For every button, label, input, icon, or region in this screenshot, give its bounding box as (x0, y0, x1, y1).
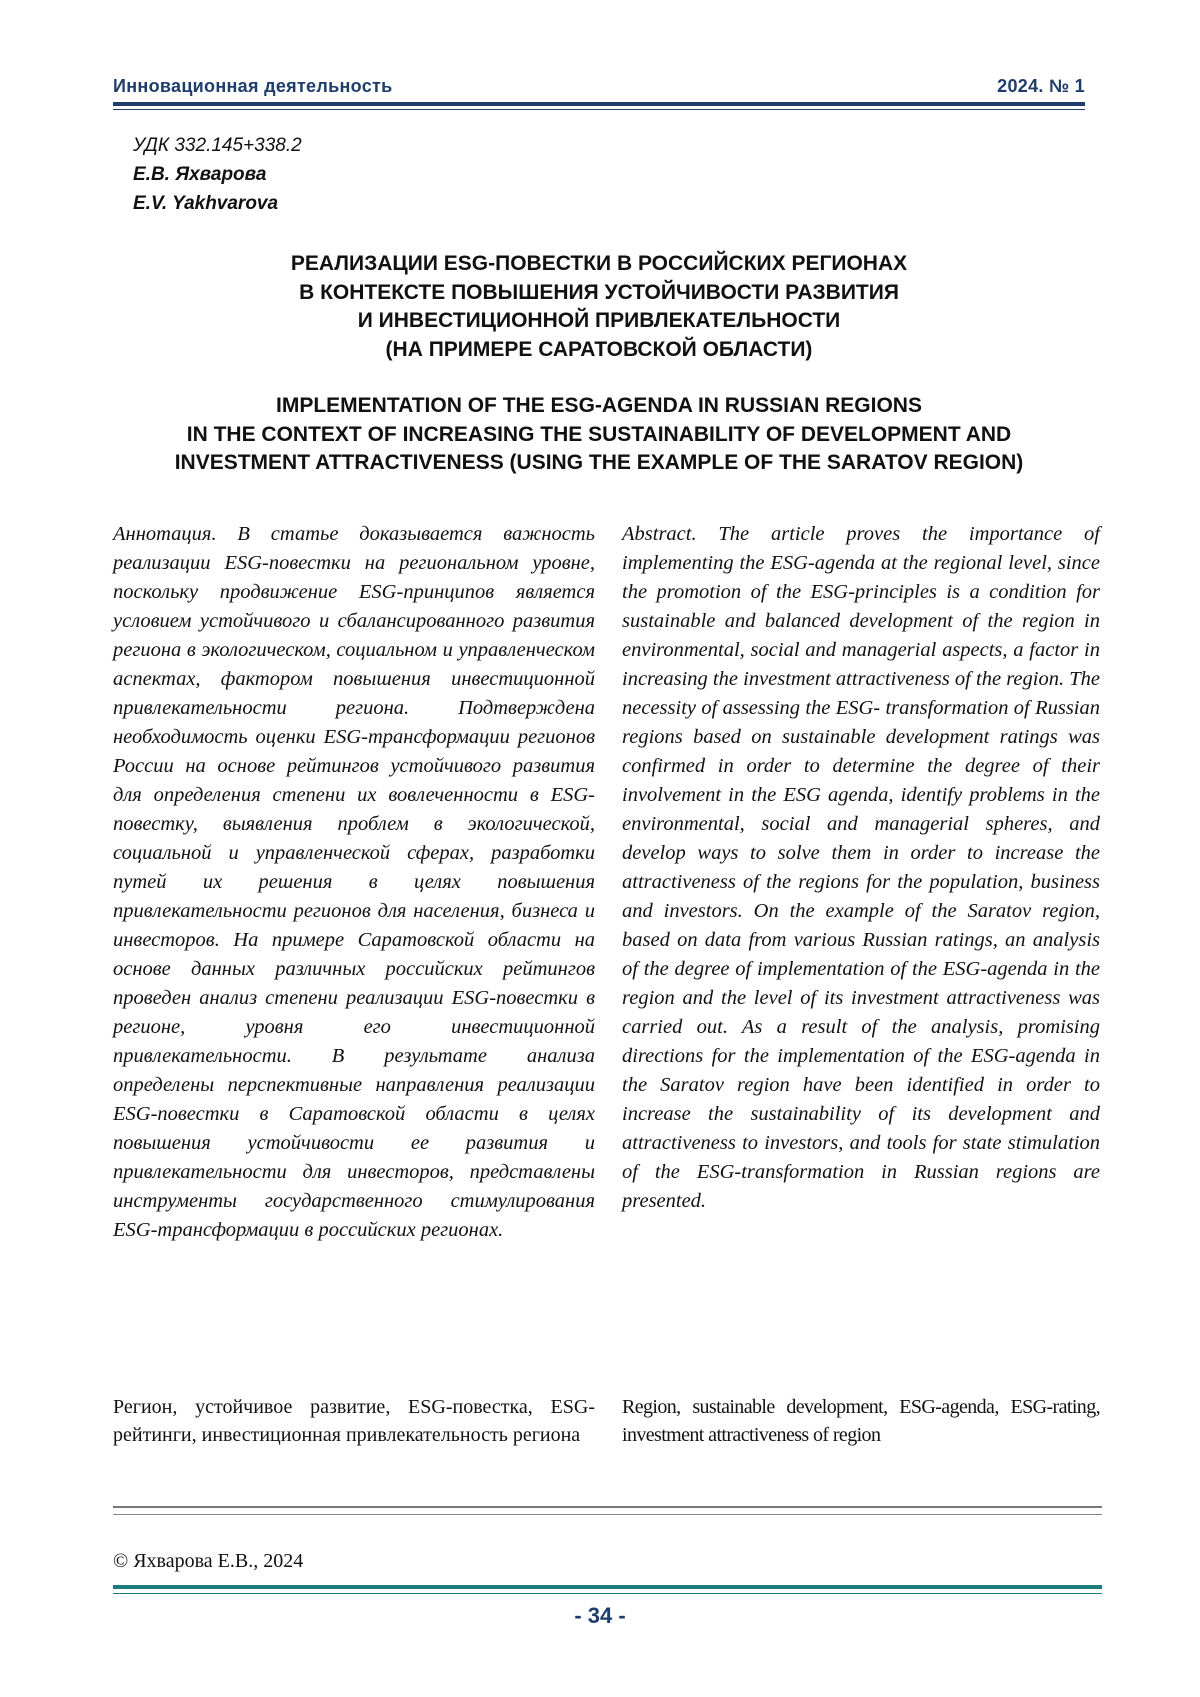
title-ru-line: (НА ПРИМЕРЕ САРАТОВСКОЙ ОБЛАСТИ) (113, 336, 1085, 365)
footer-rule-thin (113, 1593, 1102, 1594)
separator-rule (113, 1506, 1102, 1508)
page-number: - 34 - (0, 1603, 1200, 1629)
separator-rule-thin (113, 1514, 1102, 1515)
title-en-line: INVESTMENT ATTRACTIVENESS (USING THE EXAMPLE OF THE SARATOV REGION) (113, 449, 1085, 478)
header-rule (113, 102, 1085, 106)
journal-name: Инновационная деятельность (113, 76, 393, 97)
keywords-english: Region, sustainable development, ESG-agenda, ESG-rating, investment attractiveness of region (622, 1393, 1100, 1449)
issue-number: 2024. № 1 (997, 76, 1085, 97)
header-rule-thin (113, 109, 1085, 110)
article-meta (133, 131, 302, 218)
running-header (113, 70, 1085, 110)
udk-code: УДК 332.145+338.2 (133, 131, 302, 160)
title-ru-line: РЕАЛИЗАЦИИ ESG-ПОВЕСТКИ В РОССИЙСКИХ РЕГИОНАХ (113, 250, 1085, 279)
keywords-russian: Регион, устойчивое развитие, ESG-повестка, ESG-рейтинги, инвестиционная привлекательность региона (113, 1393, 595, 1449)
title-english (113, 392, 1085, 478)
title-russian (113, 250, 1085, 364)
abstract-english: Abstract. The article proves the importance of implementing the ESG-agenda at the regional level, since the promotion of the ESG-principles is a condition for sustainable and balanced development of the region in environmental, social and managerial aspects, a factor in increasing the investment attractiveness of the region. The necessity of assessing the ESG- transformation of Russian regions based on sustainable development ratings was confirmed in order to determine the degree of their involvement in the ESG agenda, identify problems in the environmental, social and managerial spheres, and develop ways to solve them in order to increase the attractiveness of the regions for the population, business and investors. On the example of the Saratov region, based on data from various Russian ratings, an analysis of the degree of implementation of the ESG-agenda in the region and the level of its investment attractiveness was carried out. As a result of the analysis, promising directions for the implementation of the ESG-agenda in the Saratov region have been identified in order to increase the sustainability of its development and attractiveness to investors, and tools for state stimulation of the ESG-transformation in Russian regions are presented. (622, 520, 1100, 1216)
author-ru: Е.В. Яхварова (133, 160, 302, 189)
copyright-notice: © Яхварова Е.В., 2024 (113, 1550, 303, 1573)
title-en-line: IN THE CONTEXT OF INCREASING THE SUSTAINABILITY OF DEVELOPMENT AND (113, 421, 1085, 450)
title-ru-line: В КОНТЕКСТЕ ПОВЫШЕНИЯ УСТОЙЧИВОСТИ РАЗВИТИЯ (113, 279, 1085, 308)
footer-rule (113, 1585, 1102, 1589)
author-en: E.V. Yakhvarova (133, 189, 302, 218)
title-ru-line: И ИНВЕСТИЦИОННОЙ ПРИВЛЕКАТЕЛЬНОСТИ (113, 307, 1085, 336)
title-en-line: IMPLEMENTATION OF THE ESG-AGENDA IN RUSSIAN REGIONS (113, 392, 1085, 421)
abstract-russian: Аннотация. В статье доказывается важность реализации ESG-повестки на региональном уровне, поскольку продвижение ESG-принципов является условием устойчивого и сбалансированного развития региона в экологическом, социальном и управленческом аспектах, фактором повышения инвестиционной привлекательности региона. Подтверждена необходимость оценки ESG-трансформации регионов России на основе рейтингов устойчивого развития для определения степени их вовлеченности в ESG-повестку, выявления проблем в экологической, социальной и управленческой сферах, разработки путей их решения в целях повышения привлекательности регионов для населения, бизнеса и инвесторов. На примере Саратовской области на основе данных различных российских рейтингов проведен анализ степени реализации ESG-повестки в регионе, уровня его инвестиционной привлекательности. В результате анализа определены перспективные направления реализации ESG-повестки в Саратовской области в целях повышения устойчивости ее развития и привлекательности для инвесторов, представлены инструменты государственного стимулирования ESG-трансформации в российских регионах. (113, 520, 595, 1245)
